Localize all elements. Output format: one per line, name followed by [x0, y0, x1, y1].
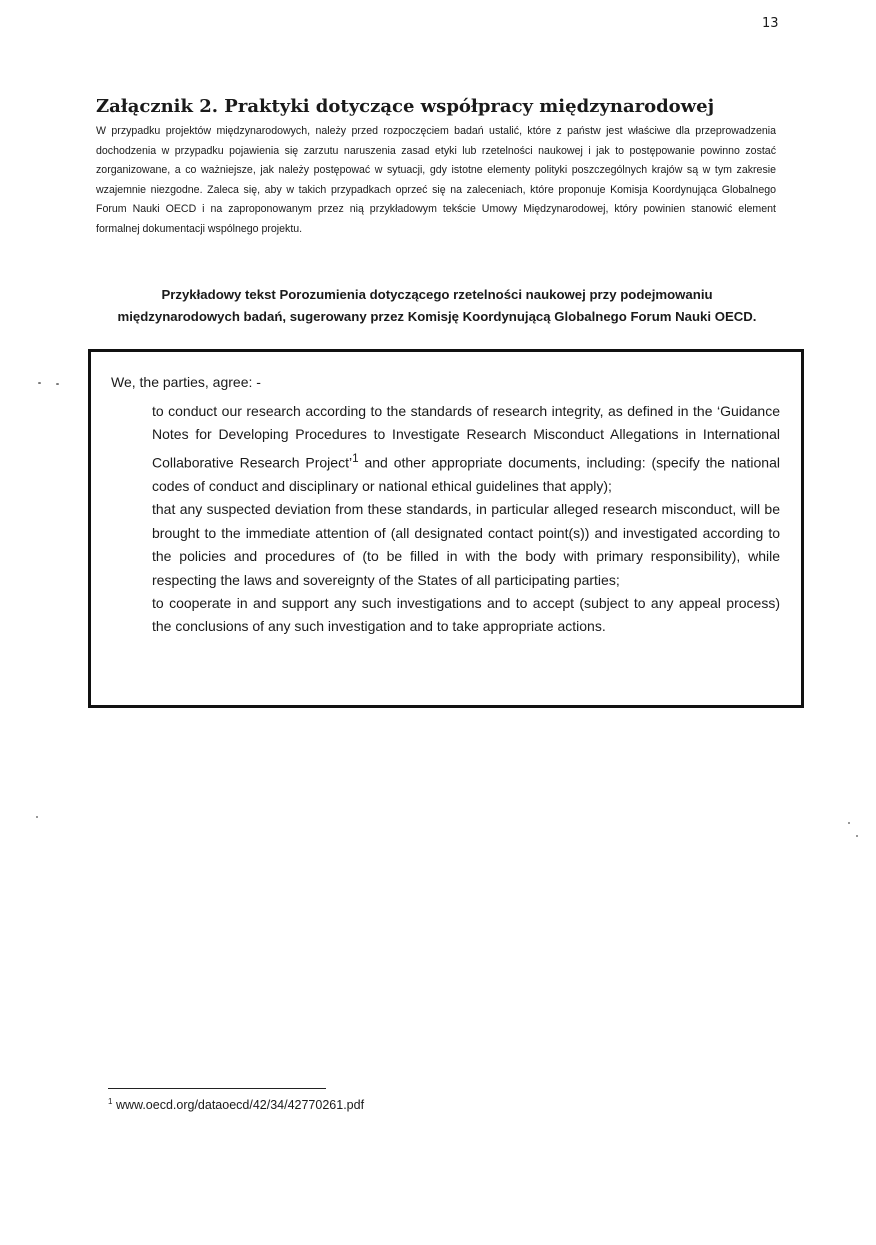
footnote-reference: 1 — [352, 451, 359, 465]
scan-speck — [848, 822, 850, 824]
footnote-url: www.oecd.org/dataoecd/42/34/42770261.pdf — [115, 1098, 365, 1113]
scan-speck — [856, 835, 858, 837]
scan-speck — [36, 816, 38, 818]
footnote — [108, 1097, 364, 1112]
agreement-box — [88, 349, 804, 708]
agreement-intro: We, the parties, agree: - — [111, 374, 261, 390]
clause-cooperate: to cooperate in and support any such investigations and to accept (subject to any appeal process) the conclusions of any such investigation and to take appropriate actions. — [152, 594, 780, 635]
page-heading: Załącznik 2. Praktyki dotyczące współpracy międzynarodowej — [96, 96, 715, 117]
footnote-divider — [108, 1088, 326, 1089]
scan-speck — [56, 383, 59, 385]
intro-paragraph: W przypadku projektów międzynarodowych, należy przed rozpoczęciem badań ustalić, które z państw jest właściwe dla przeprowadzenia dochodzenia w przypadku pojawienia się zarzutu naruszenia zasad etyki lub rzetelności naukowej i jak to postępowanie powinno zostać zorganizowane, a co ważniejsze, jak należy postępować w sytuacji, gdy istotne elementy polityki poszczególnych krajów są w tym zakresie wzajemnie niezgodne. Zaleca się, aby w takich przypadkach oprzeć się na zaleceniach, które proponuje Komisja Koordynująca Globalnego Forum Nauki OECD i na zaproponowanym przez nią przykładowym tekście Umowy Międzynarodowej, który powinien stanowić element formalnej dokumentacji wspólnego projektu. — [96, 125, 776, 235]
page-number: 13 — [762, 16, 779, 31]
clause-conduct-text-a: to conduct our research according to the standards of research integrity, as defined in the ‘Guidance Notes for Developing Procedures to Investigate Research Misconduct Allegations in International Collaborative Research Project’ — [152, 403, 780, 471]
clause-conduct-text-b: and other appropriate documents, including: (specify the national codes of conduct and disciplinary or national ethical guidelines that apply); — [152, 454, 780, 494]
agreement-title: Przykładowy tekst Porozumienia dotyczącego rzetelności naukowej przy podejmowaniu międzynarodowych badań, sugerowany przez Komisję Koordynującą Globalnego Forum Nauki OECD. — [117, 287, 757, 324]
scan-speck — [38, 382, 41, 384]
clause-list — [152, 400, 780, 639]
clause-conduct — [152, 400, 780, 498]
clause-deviation: that any suspected deviation from these standards, in particular alleged research misconduct, will be brought to the immediate attention of (all designated contact point(s)) and investigated according to the policies and procedures of (to be filled in with the body with primary responsibility), while respecting the laws and sovereignty of the States of all participating parties; — [152, 501, 780, 588]
footnote-number: 1 — [108, 1097, 113, 1106]
